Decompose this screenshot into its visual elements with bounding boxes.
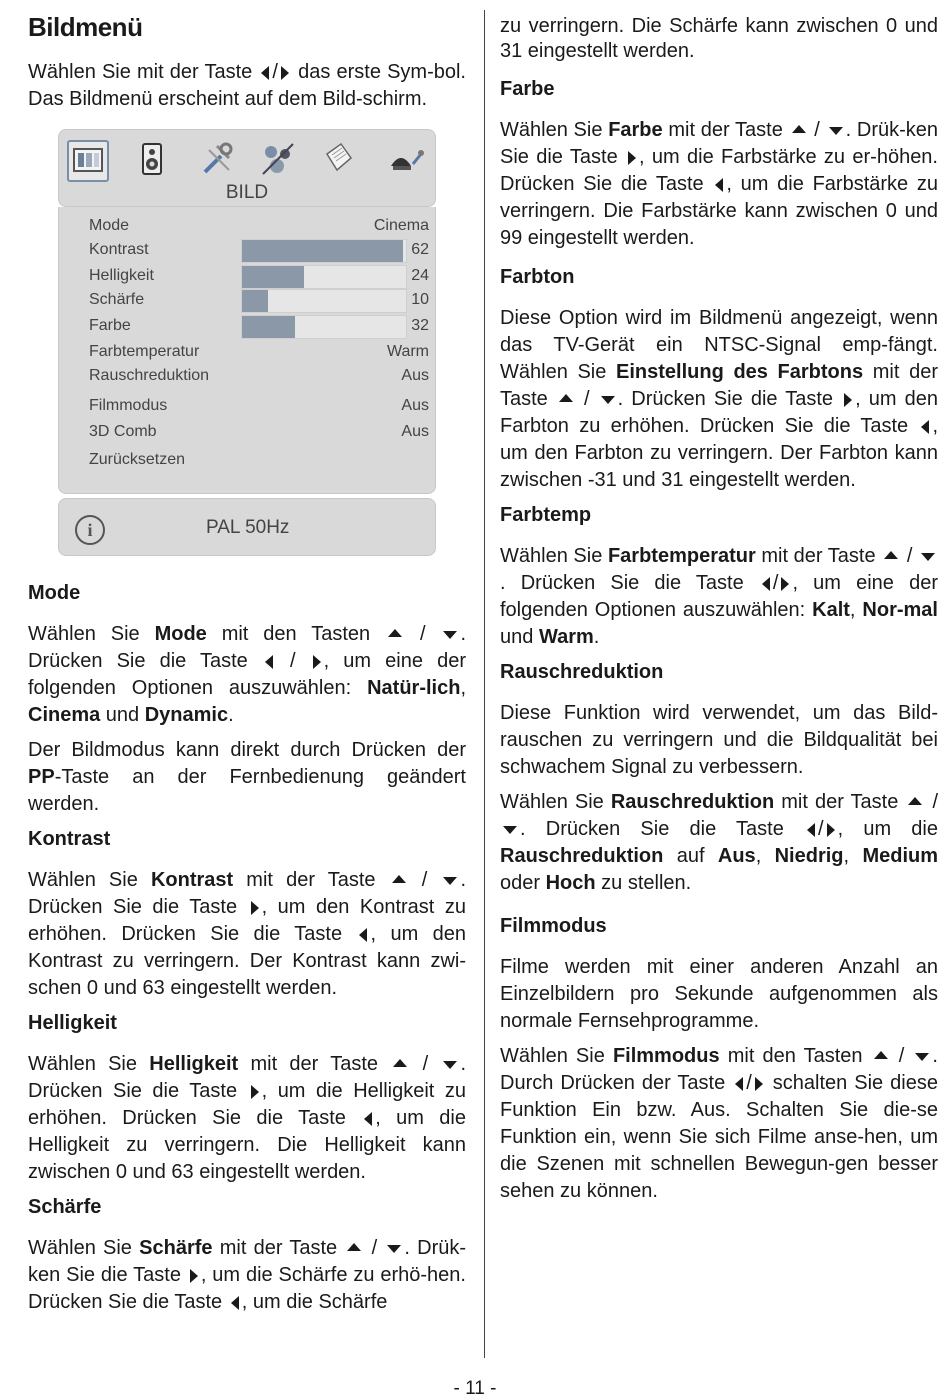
- page-title: Bildmenü: [28, 12, 143, 42]
- picture-menu-screenshot: [58, 129, 436, 556]
- menu-row-label: Helligkeit: [89, 267, 154, 284]
- down-arrow-icon: [443, 1061, 457, 1069]
- up-arrow-icon: [874, 1051, 888, 1059]
- rausch-paragraph-2: Wählen Sie Rauschreduktion mit der Taste / . Drücken Sie die Taste / , um die Rauschreduktion auf Aus, Niedrig, Medium oder Hoch zu stellen.: [500, 791, 938, 894]
- menu-title: BILD: [225, 182, 269, 203]
- heading-kontrast: Kontrast: [28, 828, 111, 850]
- schaerfe-continued: zu verringern. Die Schärfe kann zwischen 0 und 31 eingestellt werden.: [500, 15, 938, 62]
- menu-row-value: Aus: [401, 397, 429, 414]
- heading-mode: Mode: [28, 582, 81, 604]
- menu-row-label: Rauschreduktion: [89, 367, 210, 384]
- mode-paragraph-2: Der Bildmodus kann direkt durch Drücken der PP-Taste an der Fernbedienung geändert werden.: [28, 739, 466, 815]
- left-arrow-icon: [359, 928, 367, 942]
- level-bar-fill: [242, 290, 268, 312]
- right-arrow-icon: [755, 1077, 763, 1091]
- level-bar-fill: [242, 316, 295, 338]
- kontrast-paragraph: Wählen Sie Kontrast mit der Taste / . Drücken Sie die Taste , um den Kontrast zu erhöhen. Drücken Sie die Taste , um den Kontrast zu verringern. Der Kontrast kann zwi-schen 0 und 63 eingestellt werden.: [28, 869, 467, 999]
- left-arrow-icon: [807, 823, 815, 837]
- up-arrow-icon: [559, 394, 573, 402]
- film-paragraph-2: Wählen Sie Filmmodus mit den Tasten / . Durch Drücken der Taste / schalten Sie diese Funktion Ein bzw. Aus. Schalten Sie die-se Funktion ein, wenn Sie sich Filme anse-hen, um die Szenen mit schnellen Bewegun-gen besser sehen zu können.: [500, 1045, 938, 1202]
- menu-info-bar: [58, 498, 436, 556]
- helligkeit-paragraph: Wählen Sie Helligkeit mit der Taste / . Drücken Sie die Taste , um die Helligkeit zu erhöhen. Drücken Sie die Taste , um die Helligkeit zu verringern. Die Helligkeit kann zwischen 0 und 63 eingestellt werden.: [28, 1053, 467, 1183]
- up-arrow-icon: [388, 629, 402, 637]
- up-arrow-icon: [347, 1243, 361, 1251]
- right-arrow-icon: [281, 66, 289, 80]
- level-bar: [241, 265, 407, 289]
- down-arrow-icon: [829, 127, 843, 135]
- right-arrow-icon: [190, 1269, 198, 1283]
- menu-row-value: Warm: [386, 343, 429, 360]
- down-arrow-icon: [601, 396, 615, 404]
- menu-list: [58, 207, 436, 494]
- menu-row-farbtemperatur[interactable]: [89, 341, 429, 365]
- menu-row-label: Kontrast: [89, 241, 149, 258]
- menu-row-value: 24: [411, 267, 429, 284]
- right-arrow-icon: [251, 901, 259, 915]
- down-arrow-icon: [387, 1245, 401, 1253]
- schaerfe-paragraph: Wählen Sie Schärfe mit der Taste / . Drük-ken Sie die Taste , um die Schärfe zu erhö-hen. Drücken Sie die Taste , um die Schärfe: [28, 1237, 467, 1313]
- menu-row-value: 32: [411, 317, 429, 334]
- up-arrow-icon: [908, 797, 922, 805]
- left-arrow-icon: [735, 1077, 743, 1091]
- right-arrow-icon: [844, 393, 852, 407]
- menu-row-schärfe[interactable]: [89, 289, 429, 313]
- rausch-paragraph-1: Diese Funktion wird verwendet, um das Bild-rauschen zu verringern und die Bildqualität bei schwachem Signal zu verbessern.: [500, 702, 938, 778]
- menu-row-kontrast[interactable]: [89, 239, 429, 263]
- film-paragraph-1: Filme werden mit einer anderen Anzahl an Einzelbildern pro Sekunde aufgenommen als normale Fernsehprogramme.: [500, 956, 938, 1032]
- speaker-icon[interactable]: [133, 140, 171, 178]
- heading-farbton: Farbton: [500, 266, 575, 288]
- menu-row-filmmodus[interactable]: [89, 395, 429, 419]
- mode-paragraph-1: Wählen Sie Mode mit den Tasten / . Drücken Sie die Taste / , um eine der folgenden Optionen auszuwählen: Natür-lich, Cinema und Dynamic.: [28, 623, 466, 726]
- menu-row-label: Farbtemperatur: [89, 343, 200, 360]
- left-arrow-icon: [921, 420, 929, 434]
- left-arrow-icon: [265, 655, 273, 669]
- heading-schaerfe: Schärfe: [28, 1196, 102, 1218]
- right-arrow-icon: [313, 655, 321, 669]
- menu-row-helligkeit[interactable]: [89, 265, 429, 289]
- heading-farbtemp: Farbtemp: [500, 504, 592, 526]
- left-arrow-icon: [364, 1112, 372, 1126]
- down-arrow-icon: [443, 877, 457, 885]
- document-icon[interactable]: [319, 140, 357, 178]
- right-arrow-icon: [628, 151, 636, 165]
- menu-row-value: Cinema: [373, 217, 429, 234]
- menu-row-label: Mode: [89, 217, 130, 234]
- tools-icon[interactable]: [199, 140, 237, 178]
- heading-rauschreduktion: Rauschreduktion: [500, 661, 664, 683]
- left-arrow-icon: [762, 577, 770, 591]
- menu-row-label: Schärfe: [89, 291, 145, 308]
- heading-filmmodus: Filmmodus: [500, 915, 607, 937]
- up-arrow-icon: [392, 875, 406, 883]
- signal-info: PAL 50Hz: [206, 517, 290, 538]
- down-arrow-icon: [921, 553, 935, 561]
- farbe-paragraph: Wählen Sie Farbe mit der Taste / . Drük-ken Sie die Taste , um die Farbstärke zu er-höhen. Drücken Sie die Taste , um die Farbstärke zu verringern. Die Farbstärke kann zwischen 0 und 99 eingestellt werden.: [500, 119, 939, 249]
- left-column: [28, 0, 466, 1324]
- source-icon[interactable]: [387, 140, 425, 178]
- column-divider: [484, 10, 485, 1358]
- page-number: - 11 -: [453, 1378, 497, 1399]
- picture-icon[interactable]: [67, 140, 109, 182]
- down-arrow-icon: [443, 631, 457, 639]
- menu-row-value: 10: [411, 291, 429, 308]
- menu-row-mode[interactable]: [89, 215, 429, 239]
- menu-icon-bar: [58, 129, 436, 207]
- menu-row-3d-comb[interactable]: [89, 421, 429, 445]
- right-column: [500, 14, 938, 1213]
- right-arrow-icon: [251, 1085, 259, 1099]
- up-arrow-icon: [792, 125, 806, 133]
- right-arrow-icon: [781, 577, 789, 591]
- menu-row-value: Aus: [401, 423, 429, 440]
- menu-row-value: 62: [411, 241, 429, 258]
- level-bar: [241, 239, 407, 263]
- menu-row-label: Zurücksetzen: [89, 451, 186, 468]
- level-bar: [241, 289, 407, 313]
- down-arrow-icon: [503, 826, 517, 834]
- down-arrow-icon: [915, 1053, 929, 1061]
- left-arrow-icon: [231, 1296, 239, 1310]
- info-icon: i: [75, 515, 105, 545]
- up-arrow-icon: [884, 551, 898, 559]
- up-arrow-icon: [393, 1059, 407, 1067]
- menu-row-farbe[interactable]: [89, 315, 429, 339]
- settings-icon[interactable]: [259, 140, 297, 178]
- left-arrow-icon: [261, 66, 269, 80]
- intro-paragraph: Wählen Sie mit der Taste / das erste Sym-bol. Das Bildmenü erscheint auf dem Bild-schirm.: [28, 61, 466, 110]
- farbton-paragraph: Diese Option wird im Bildmenü angezeigt, wenn das TV-Gerät ein NTSC-Signal emp-fängt. Wählen Sie Einstellung des Farbtons mit der Taste / . Drücken Sie die Taste , um den Farbton zu erhöhen. Drücken Sie die Taste , um den Farbton zu verringern. Der Farbton kann zwischen -31 und 31 eingestellt werden.: [500, 307, 939, 491]
- heading-farbe: Farbe: [500, 78, 555, 100]
- menu-row-rauschreduktion[interactable]: [89, 365, 429, 389]
- level-bar-fill: [242, 240, 403, 262]
- menu-row-label: Farbe: [89, 317, 131, 334]
- level-bar-fill: [242, 266, 304, 288]
- heading-helligkeit: Helligkeit: [28, 1012, 117, 1034]
- menu-row-label: 3D Comb: [89, 423, 157, 440]
- left-arrow-icon: [715, 178, 723, 192]
- menu-row-label: Filmmodus: [89, 397, 168, 414]
- farbtemp-paragraph: Wählen Sie Farbtemperatur mit der Taste / . Drücken Sie die Taste / , um eine der folgenden Optionen auszuwählen: Kalt, Nor-mal und Warm.: [500, 545, 938, 648]
- menu-row-zurücksetzen[interactable]: [89, 449, 429, 473]
- right-arrow-icon: [827, 823, 835, 837]
- menu-row-value: Aus: [401, 367, 429, 384]
- level-bar: [241, 315, 407, 339]
